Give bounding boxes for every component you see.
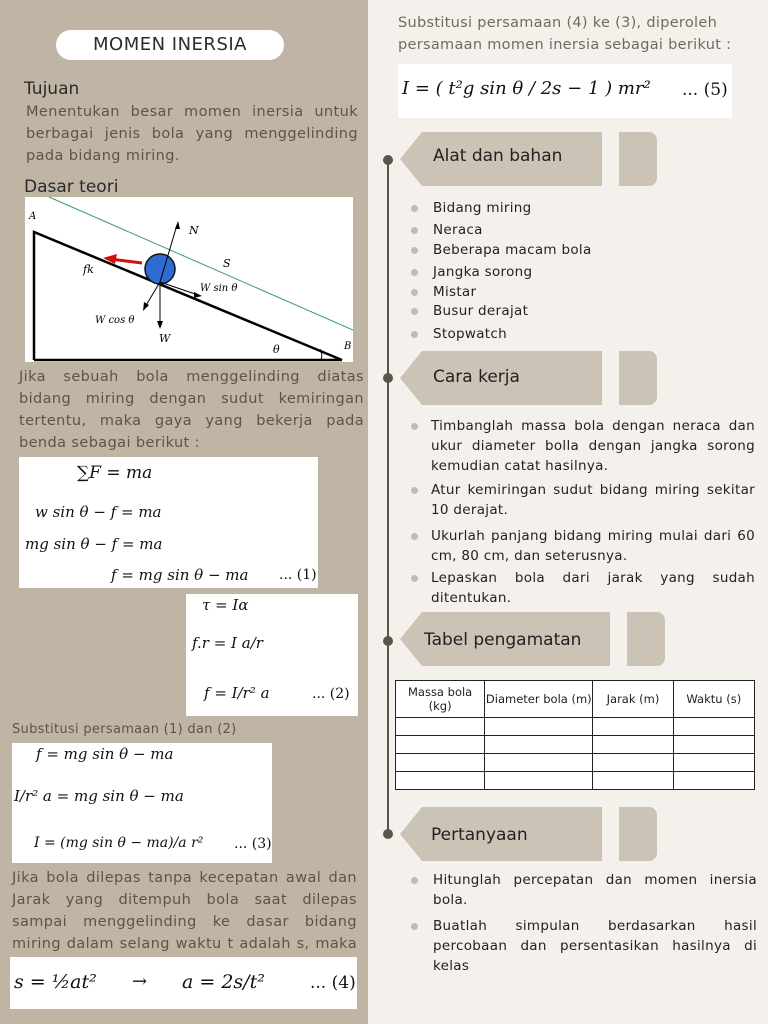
table-row (396, 772, 755, 790)
table-cell (673, 754, 754, 772)
label-theta: θ (273, 343, 280, 356)
equation-box-2 (186, 594, 358, 716)
eq2-line1: τ = Iα (202, 596, 249, 614)
table-cell (396, 718, 485, 736)
table-cell (396, 736, 485, 754)
bullet (411, 289, 418, 296)
section-tab-pertanyaan-end (619, 807, 657, 861)
substitution-text-1: Substitusi persamaan (1) dan (2) (12, 722, 237, 737)
table-header-row (396, 681, 755, 718)
bullet (411, 923, 418, 930)
label-b: B (344, 341, 352, 352)
eq1-line4: f = mg sin θ − ma (111, 566, 249, 584)
eq1-number: ... (1) (279, 567, 317, 583)
eq1-line2: w sin θ − f = ma (35, 503, 162, 521)
equation-box-3 (12, 743, 272, 863)
label-fk: fk (83, 263, 94, 276)
label-a: A (29, 211, 37, 222)
table-header-cell: Jarak (m) (593, 681, 673, 718)
equation-box-4 (10, 957, 357, 1009)
cara-item: Ukurlah panjang bidang miring mulai dari 60 cm, 80 cm, dan seterusnya. (431, 528, 755, 564)
eq5-expression: I = ( t²g sin θ / 2s − 1 ) mr² (402, 78, 651, 99)
pertanyaan-item: Hitunglah percepatan dan momen inersia bola. (433, 872, 757, 908)
table-row (396, 736, 755, 754)
eq4-line1: s = ½at² (14, 971, 97, 993)
table-cell (485, 754, 593, 772)
table-header-cell: Massa bola (kg) (396, 681, 485, 718)
dasar-teori-text-2: Jika bola dilepas tanpa kecepatan awal dan Jarak yang ditempuh bola saat dilepas sampai menggelinding ke dasar bidang miring dalam selang waktu t adalah s, maka (12, 870, 357, 952)
table-cell (593, 772, 673, 790)
equation-box-5 (398, 64, 732, 118)
observation-table (395, 680, 755, 790)
dasar-teori-heading: Dasar teori (24, 177, 119, 197)
table-cell (673, 718, 754, 736)
table-cell (593, 718, 673, 736)
eq2-line2: f.r = I a/r (192, 634, 263, 652)
incline-diagram (25, 197, 353, 362)
alat-item: Neraca (433, 222, 483, 238)
label-wsin: W sin θ (200, 283, 238, 294)
timeline-dot (383, 829, 393, 839)
cara-item: Lepaskan bola dari jarak yang sudah ditentukan. (431, 570, 755, 606)
eq3-line2: I/r² a = mg sin θ − ma (14, 787, 184, 805)
label-s: S (223, 257, 231, 270)
section-tab-alat-end (619, 132, 657, 186)
eq4-number: ... (4) (310, 973, 356, 993)
eq4-line2: a = 2s/t² (182, 971, 265, 993)
bullet (411, 487, 418, 494)
eq3-line1: f = mg sin θ − ma (36, 745, 174, 763)
timeline-dot (383, 155, 393, 165)
eq3-number: ... (3) (234, 836, 272, 852)
eq4-arrow: → (132, 971, 148, 992)
alat-item: Mistar (433, 284, 477, 300)
timeline-dot (383, 636, 393, 646)
table-row (396, 754, 755, 772)
page-title: MOMEN INERSIA (56, 30, 284, 60)
table-cell (673, 736, 754, 754)
table-cell (396, 772, 485, 790)
label-wcos: W cos θ (95, 315, 135, 326)
pertanyaan-item: Buatlah simpulan berdasarkan hasil percobaan dan persentasikan hasilnya di kelas (433, 918, 757, 974)
table-cell (593, 736, 673, 754)
table-cell (396, 754, 485, 772)
bullet (411, 423, 418, 430)
bullet (411, 205, 418, 212)
eq2-line3: f = I/r² a (204, 684, 270, 702)
table-cell (593, 754, 673, 772)
label-w: W (159, 332, 171, 345)
eq1-line1: ∑F = ma (77, 463, 153, 483)
table-row (396, 718, 755, 736)
substitution-text-2: Substitusi persamaan (4) ke (3), diperoleh persamaan momen inersia sebagai berikut : (398, 15, 732, 53)
eq1-line3: mg sin θ − f = ma (25, 535, 163, 553)
eq2-number: ... (2) (312, 686, 350, 702)
bullet (411, 877, 418, 884)
bullet (411, 269, 418, 276)
eq3-line3: I = (mg sin θ − ma)/a r² (34, 835, 204, 851)
dasar-teori-text: Jika sebuah bola menggelinding diatas bidang miring dengan sudut kemiringan tertentu, maka gaya yang bekerja pada benda sebagai berikut : (19, 369, 364, 451)
alat-item: Beberapa macam bola (433, 242, 592, 258)
bullet (411, 247, 418, 254)
alat-item: Bidang miring (433, 200, 532, 216)
bullet (411, 533, 418, 540)
timeline-line (387, 160, 389, 834)
table-cell (485, 736, 593, 754)
bullet (411, 575, 418, 582)
alat-heading: Alat dan bahan (433, 146, 563, 166)
cara-heading: Cara kerja (433, 367, 520, 387)
bullet (411, 331, 418, 338)
section-tab-tabel-end (627, 612, 665, 666)
tujuan-heading: Tujuan (24, 79, 80, 99)
table-header-cell: Diameter bola (m) (485, 681, 593, 718)
section-tab-cara-end (619, 351, 657, 405)
eq5-number: ... (5) (682, 80, 728, 100)
label-n: N (189, 224, 199, 237)
tabel-heading: Tabel pengamatan (424, 630, 582, 650)
cara-item: Timbanglah massa bola dengan neraca dan ukur diameter bolla dengan jangka sorong kemudian catat hasilnya. (431, 418, 755, 474)
tujuan-text: Menentukan besar momen inersia untuk berbagai jenis bola yang menggelinding pada bidang miring. (26, 104, 358, 164)
bullet (411, 308, 418, 315)
timeline-dot (383, 373, 393, 383)
equation-box-1 (19, 457, 318, 588)
table-cell (485, 718, 593, 736)
pertanyaan-heading: Pertanyaan (431, 825, 528, 845)
cara-item: Atur kemiringan sudut bidang miring sekitar 10 derajat. (431, 482, 755, 518)
alat-item: Jangka sorong (433, 264, 533, 280)
table-header-cell: Waktu (s) (673, 681, 754, 718)
alat-item: Stopwatch (433, 326, 507, 342)
bullet (411, 227, 418, 234)
alat-item: Busur derajat (433, 303, 529, 319)
table-cell (673, 772, 754, 790)
table-cell (485, 772, 593, 790)
